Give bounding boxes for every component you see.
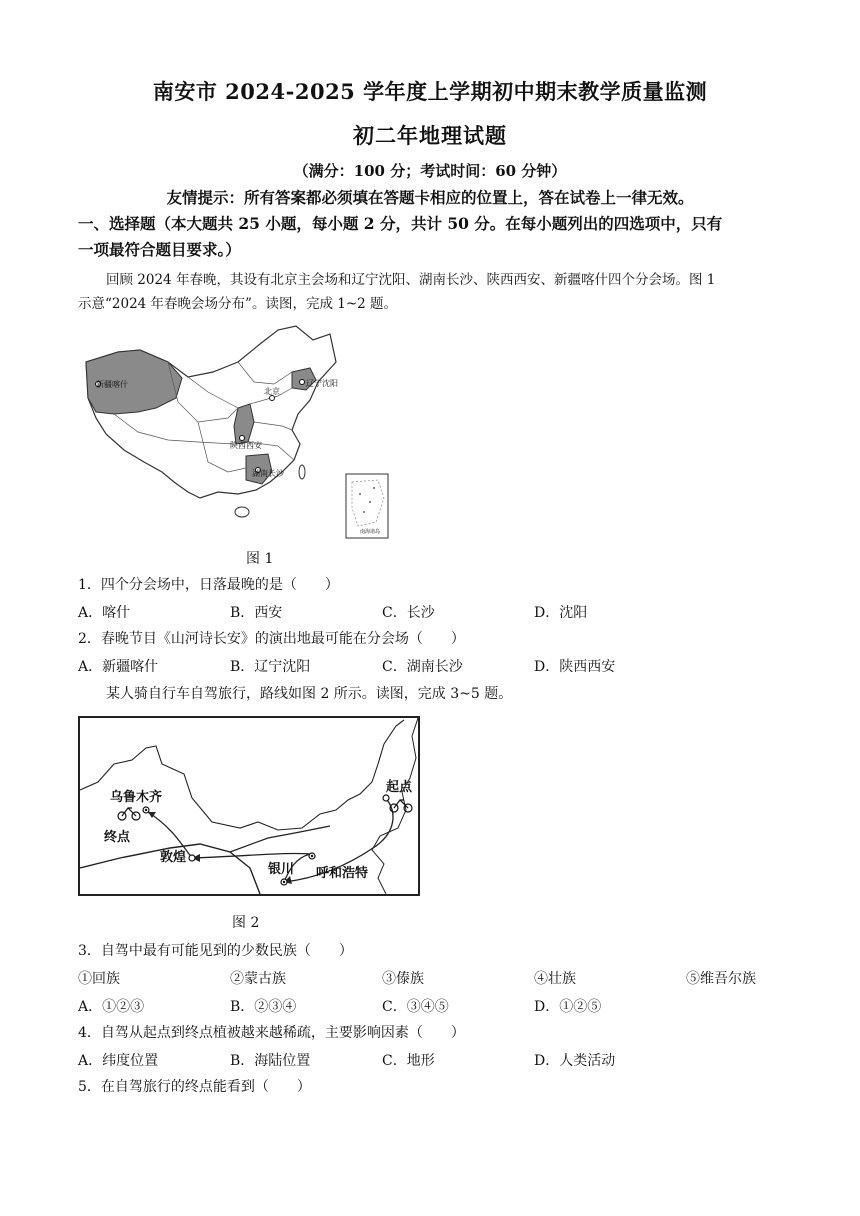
label-kashgar: 新疆喀什 bbox=[96, 380, 128, 389]
exam-title: 南安市 2024-2025 学年度上学期初中期末教学质量监测 bbox=[152, 79, 708, 104]
q2-option-d[interactable]: D．陕西西安 bbox=[534, 659, 616, 675]
label-start: 起点 bbox=[386, 780, 413, 795]
q5-stem: 5．在自驾旅行的终点能看到（ ） bbox=[78, 1079, 311, 1095]
q3-choice-4: ④壮族 bbox=[534, 971, 576, 987]
intro1-line2: 示意“2024 年春晚会场分布”。读图，完成 1~2 题。 bbox=[78, 296, 398, 312]
label-xian: 陕西西安 bbox=[230, 441, 262, 450]
q2-option-b[interactable]: B．辽宁沈阳 bbox=[230, 659, 311, 675]
exam-meta: （满分：100 分；考试时间：60 分钟） bbox=[293, 162, 567, 180]
section-heading-line1: 一、选择题（本大题共 25 小题，每小题 2 分，共计 50 分。在每小题列出的四选项中，只有 bbox=[78, 214, 723, 233]
q1-option-a[interactable]: A．喀什 bbox=[78, 605, 131, 621]
china-map-graphic bbox=[78, 322, 398, 542]
intro2-text: 某人骑自行车自驾旅行，路线如图 2 所示。读图，完成 3~5 题。 bbox=[106, 686, 513, 702]
label-yinchuan: 银川 bbox=[268, 862, 295, 877]
q1-option-b[interactable]: B．西安 bbox=[230, 605, 283, 621]
label-inset: 南海诸岛 bbox=[360, 529, 381, 535]
q3-option-c[interactable]: C．③④⑤ bbox=[382, 999, 449, 1015]
q2-option-c[interactable]: C．湖南长沙 bbox=[382, 659, 463, 675]
label-changsha: 湖南长沙 bbox=[252, 469, 284, 478]
bicycle-icon-end bbox=[118, 808, 140, 820]
q4-stem: 4．自驾从起点到终点植被越来越稀疏，主要影响因素（ ） bbox=[78, 1025, 465, 1041]
q4-option-a[interactable]: A．纬度位置 bbox=[78, 1053, 159, 1069]
q3-stem: 3．自驾中最有可能见到的少数民族（ ） bbox=[78, 943, 353, 959]
q4-option-b[interactable]: B．海陆位置 bbox=[230, 1053, 311, 1069]
label-dunhuang: 敦煌 bbox=[160, 850, 187, 865]
q3-option-d[interactable]: D．①②⑤ bbox=[534, 999, 602, 1015]
q1-option-c[interactable]: C．长沙 bbox=[382, 605, 435, 621]
figure-1-map bbox=[78, 322, 398, 542]
q3-choice-1: ①回族 bbox=[78, 971, 120, 987]
q3-choice-3: ③傣族 bbox=[382, 971, 424, 987]
figure-2-map bbox=[78, 716, 420, 896]
figure-2-caption: 图 2 bbox=[232, 915, 260, 931]
q2-stem: 2．春晚节目《山河诗长安》的演出地最可能在分会场（ ） bbox=[78, 631, 465, 647]
label-end: 终点 bbox=[104, 830, 131, 845]
section-heading-line2: 一项最符合题目要求。） bbox=[78, 240, 241, 259]
exam-tip: 友情提示：所有答案都必须填在答题卡相应的位置上，答在试卷上一律无效。 bbox=[166, 188, 694, 207]
q3-choice-2: ②蒙古族 bbox=[230, 971, 286, 987]
q1-option-d[interactable]: D．沈阳 bbox=[534, 605, 588, 621]
q3-option-b[interactable]: B．②③④ bbox=[230, 999, 297, 1015]
q4-option-c[interactable]: C．地形 bbox=[382, 1053, 435, 1069]
bicycle-icon-start bbox=[390, 800, 412, 812]
q4-option-d[interactable]: D．人类活动 bbox=[534, 1053, 616, 1069]
q2-option-a[interactable]: A．新疆喀什 bbox=[78, 659, 159, 675]
label-beijing: 北京 bbox=[264, 387, 280, 396]
label-hohhot: 呼和浩特 bbox=[316, 866, 369, 881]
q1-stem: 1．四个分会场中，日落最晚的是（ ） bbox=[78, 577, 339, 593]
q3-option-a[interactable]: A．①②③ bbox=[78, 999, 145, 1015]
label-urumqi: 乌鲁木齐 bbox=[110, 790, 163, 805]
exam-subtitle: 初二年地理试题 bbox=[353, 123, 507, 148]
label-shenyang: 辽宁沈阳 bbox=[306, 379, 338, 388]
intro1-line1: 回顾 2024 年春晚，其设有北京主会场和辽宁沈阳、湖南长沙、陕西西安、新疆喀什四个分会场。图 1 bbox=[106, 272, 716, 288]
figure-1-caption: 图 1 bbox=[246, 551, 274, 567]
q3-choice-5: ⑤维吾尔族 bbox=[686, 971, 756, 987]
